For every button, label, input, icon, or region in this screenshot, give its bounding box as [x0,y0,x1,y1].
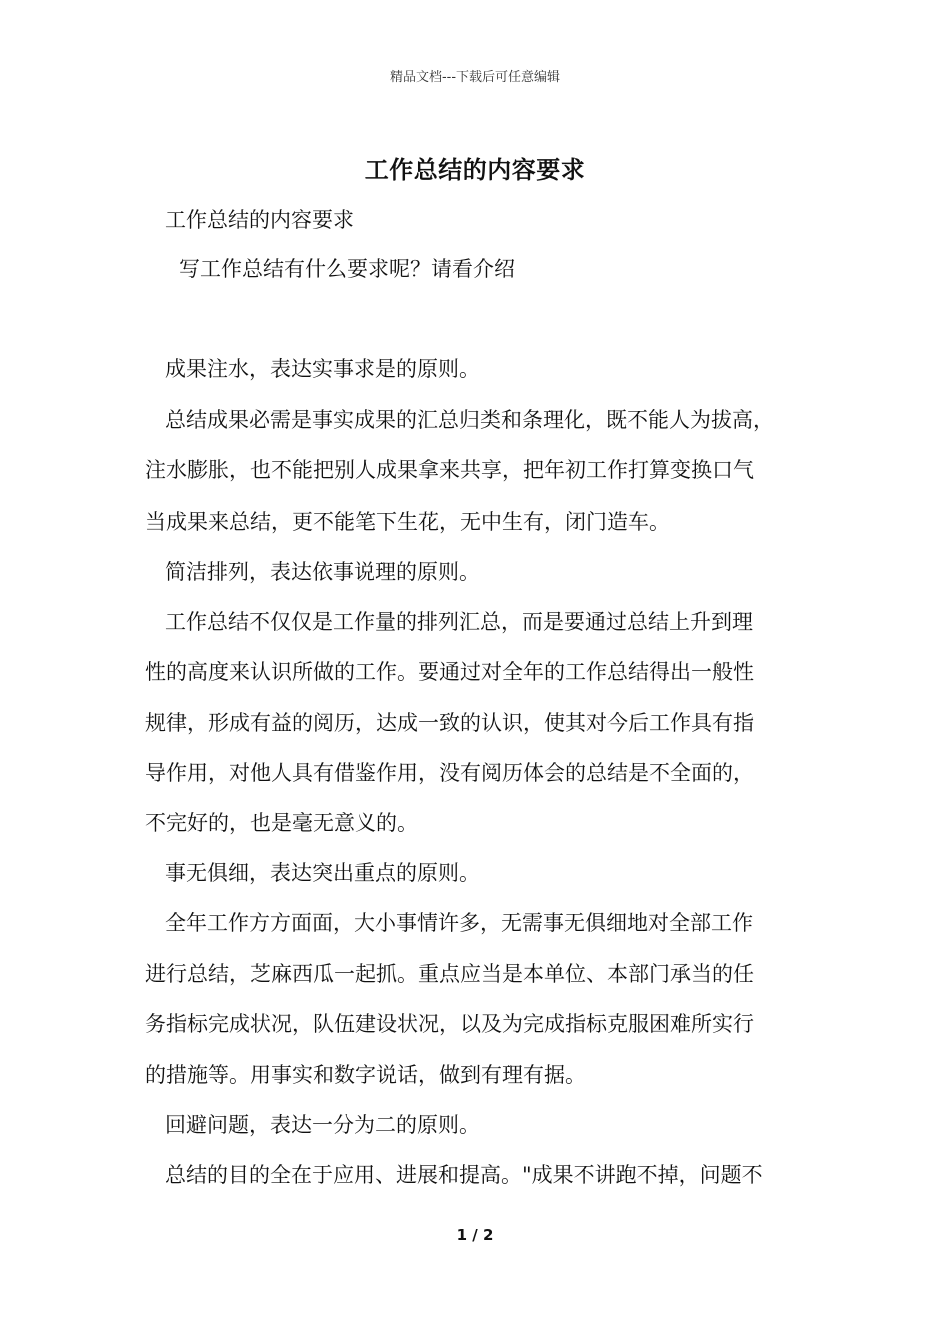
paragraph-line: 性的高度来认识所做的工作。要通过对全年的工作总结得出一般性 [145,660,754,684]
paragraph-line: 总结的目的全在于应用、进展和提高。"成果不讲跑不掉，问题不 [165,1163,763,1187]
section-heading: 事无俱细，表达突出重点的原则。 [165,861,480,885]
paragraph-line: 进行总结，芝麻西瓜一起抓。重点应当是本单位、本部门承当的任 [145,962,754,986]
paragraph-line: 规律，形成有益的阅历，达成一致的认识，使其对今后工作具有指 [145,711,754,735]
section-heading: 成果注水，表达实事求是的原则。 [165,357,480,381]
section-heading: 简洁排列，表达依事说理的原则。 [165,560,480,584]
paragraph-line: 工作总结不仅仅是工作量的排列汇总，而是要通过总结上升到理 [165,610,753,634]
document-title: 工作总结的内容要求 [364,155,586,184]
page-number: 1 / 2 [456,1226,494,1244]
page-header: 精品文档---下载后可任意编辑 [389,70,561,85]
paragraph-line: 总结成果必需是事实成果的汇总归类和条理化，既不能人为拔高， [165,408,774,432]
section-heading: 回避问题，表达一分为二的原则。 [165,1113,480,1137]
body-intro: 写工作总结有什么要求呢？请看介绍 [179,257,515,281]
paragraph-line: 的措施等。用事实和数字说话，做到有理有据。 [145,1063,586,1087]
body-subtitle: 工作总结的内容要求 [165,208,354,232]
paragraph-line: 全年工作方方面面，大小事情许多，无需事无俱细地对全部工作 [165,911,753,935]
paragraph-line: 注水膨胀，也不能把别人成果拿来共享，把年初工作打算变换口气 [145,458,754,482]
paragraph-line: 导作用，对他人具有借鉴作用，没有阅历体会的总结是不全面的， [145,761,754,785]
paragraph-line: 不完好的，也是毫无意义的。 [145,811,418,835]
paragraph-line: 当成果来总结，更不能笔下生花，无中生有，闭门造车。 [145,510,670,534]
paragraph-line: 务指标完成状况，队伍建设状况，以及为完成指标克服困难所实行 [145,1012,754,1036]
